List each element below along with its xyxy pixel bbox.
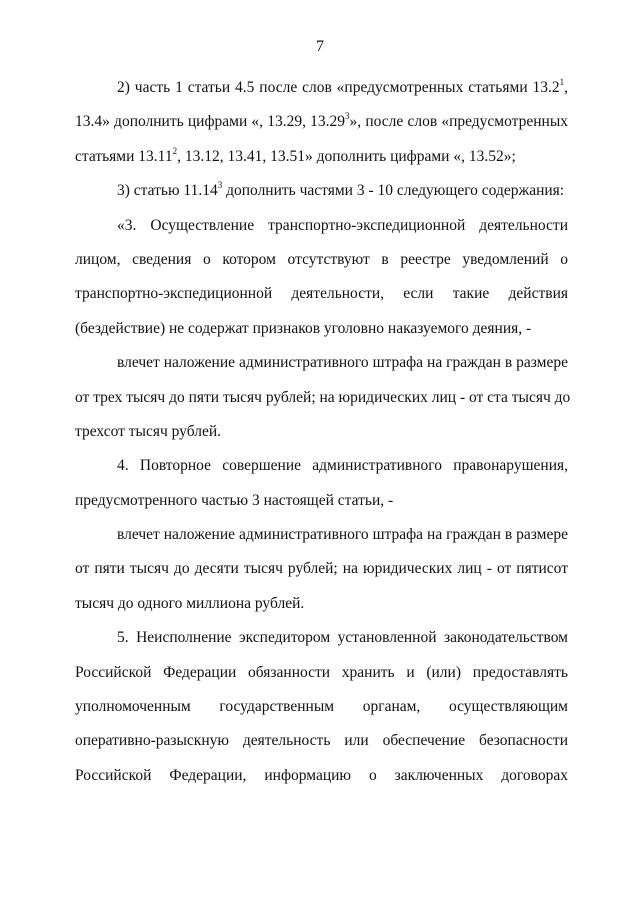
text-segment: статьями 13.11 [75,147,173,165]
part-4-sanction-line-1: влечет наложение административного штрафа на граждан в размере [117,526,568,544]
part-3-line-2: лицом, сведения о котором отсутствуют в реестре уведомлений о [75,250,568,268]
part-5-line-4: оперативно-разыскную деятельность или обеспечение безопасности [75,732,568,750]
part-5-line-2: Российской Федерации обязанности хранить и (или) предоставлять [75,663,568,681]
part-4-sanction-line-2: от пяти тысяч до десяти тысяч рублей; на юридических лиц - от пятисот [75,560,568,578]
part-4-line-1: 4. Повторное совершение административного правонарушения, [117,457,568,475]
text-segment: 13.4» дополнить цифрами «, 13.29, 13.29 [75,113,346,131]
text-segment: дополнить частями 3 - 10 следующего содержания: [222,182,565,200]
part-4-sanction-line-3: тысяч до одного миллиона рублей. [75,594,305,612]
text-segment: 2) часть 1 статьи 4.5 после слов «предусмотренных статьями 13.2 [117,79,560,96]
paragraph-3-line-1 [75,179,568,213]
text-segment: 3) статью 11.14 [117,182,218,200]
part-3-sanction-line-2: от трех тысяч до пяти тысяч рублей; на юридических лиц - от ста тысяч до [75,388,571,406]
part-3-line-1: «3. Осуществление транспортно-экспедиционной деятельности [117,216,568,234]
part-5-line-5: Российской Федерации, информацию о заключенных договорах [75,766,568,784]
paragraph-2-line-3 [75,145,568,179]
part-5-line-1: 5. Неисполнение экспедитором установленной законодательством [117,629,568,647]
paragraph-2-line-1 [75,76,568,110]
part-3-sanction-line-1: влечет наложение административного штрафа на граждан в размере [117,354,568,372]
part-4-line-2: предусмотренного частью 3 настоящей статьи, - [75,491,394,509]
paragraph-2-line-2 [75,110,568,144]
text-segment: », после слов «предусмотренных [349,113,569,131]
part-3-line-4: (бездействие) не содержат признаков уголовно наказуемого деяния, - [75,319,532,337]
document-body [75,76,571,798]
superscript: 2 [172,145,178,156]
text-segment: , 13.12, 13.41, 13.51» дополнить цифрами «, 13.52»; [177,147,516,165]
text-segment: , [564,79,568,96]
superscript: 1 [559,76,565,87]
part-3-sanction-line-3: трехсот тысяч рублей. [75,422,222,440]
superscript: 3 [345,111,350,122]
superscript: 3 [217,180,223,191]
page-number: 7 [316,38,324,55]
part-5-line-3: уполномоченным государственным органам, осуществляющим [75,698,568,716]
part-3-line-3: транспортно-экспедиционной деятельности, если такие действия [75,285,568,303]
